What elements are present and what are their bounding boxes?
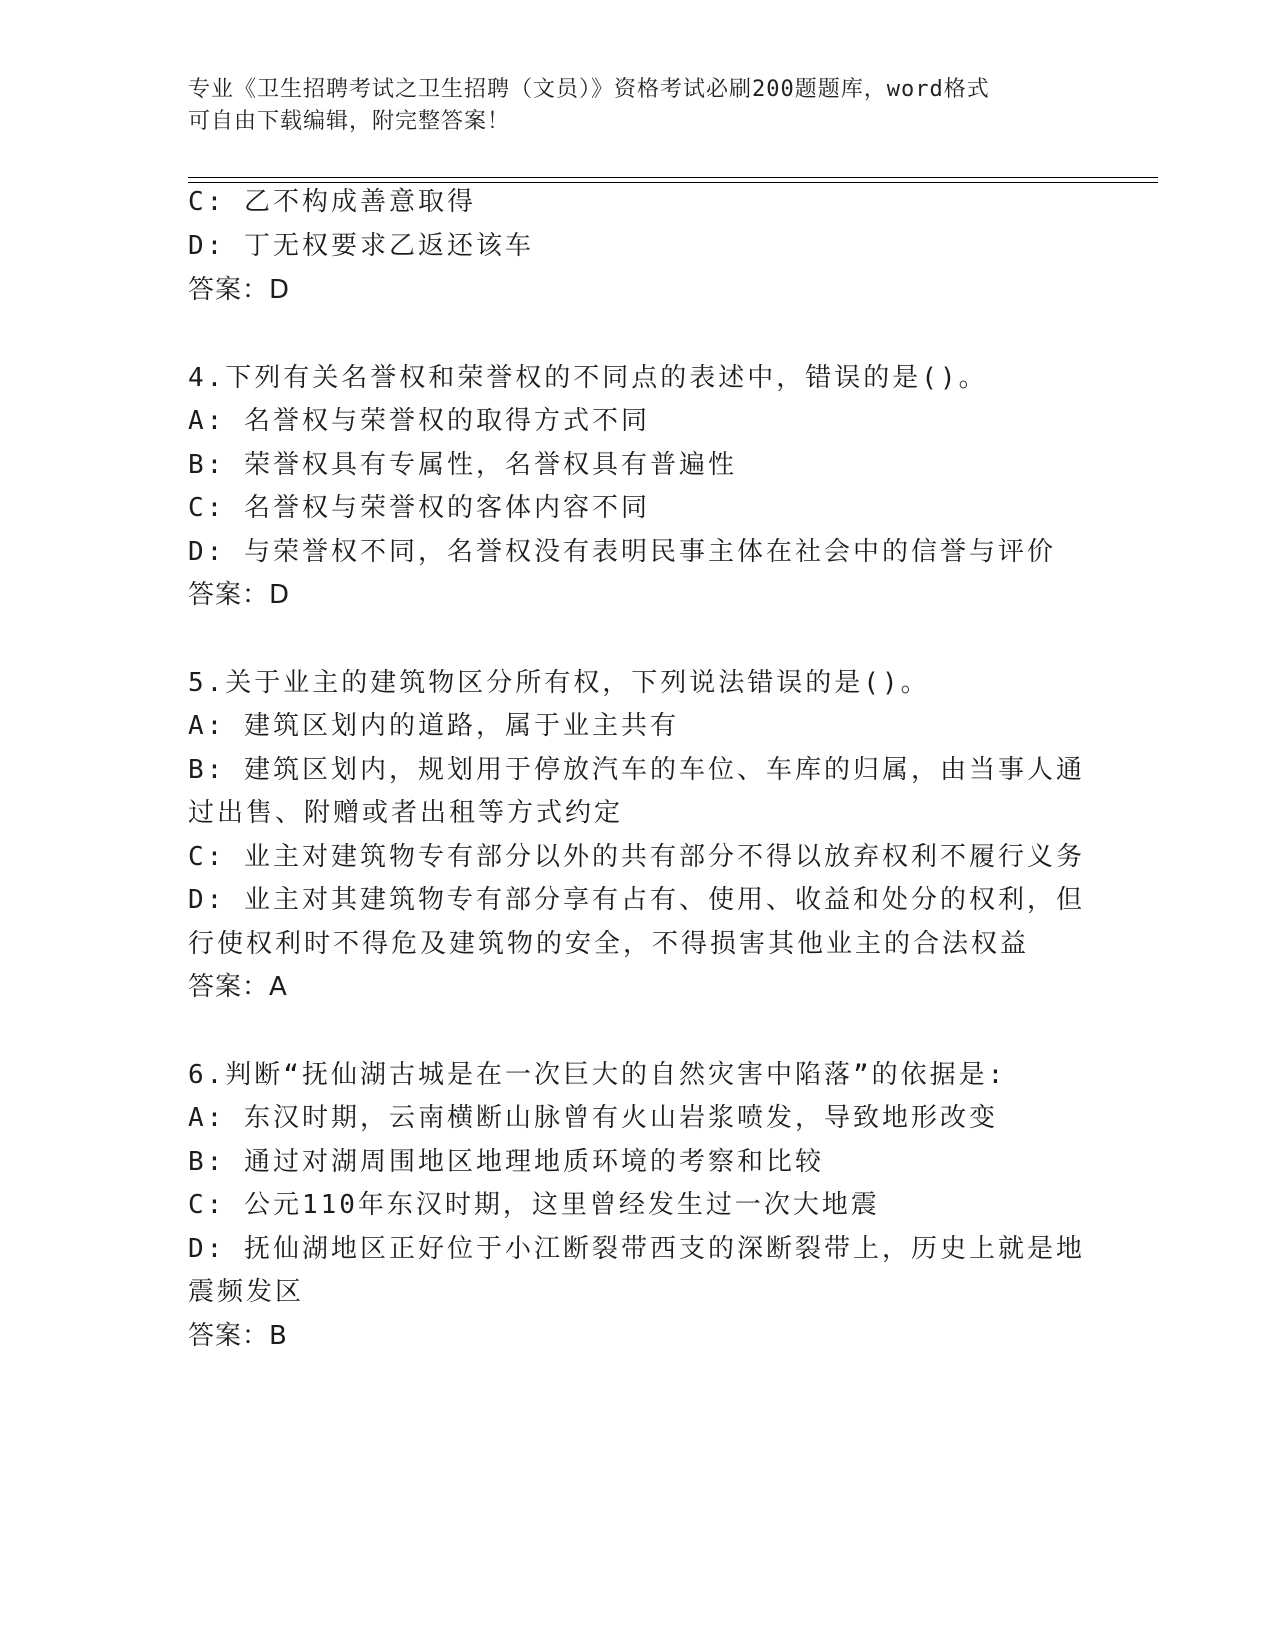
q5-option-b-line-1: B: 建筑区划内，规划用于停放汽车的车位、车库的归属，由当事人通 — [188, 755, 1085, 785]
q6-answer: 答案：B — [188, 1321, 288, 1351]
q6-stem: 6.判断“抚仙湖古城是在一次巨大的自然灾害中陷落”的依据是: — [188, 1060, 1007, 1090]
q6-option-c: C: 公元110年东汉时期，这里曾经发生过一次大地震 — [188, 1190, 880, 1220]
header-title-line-1: 专业《卫生招聘考试之卫生招聘（文员）》资格考试必刷200题题库，word格式 — [188, 77, 990, 102]
q5-stem: 5.关于业主的建筑物区分所有权，下列说法错误的是()。 — [188, 668, 930, 698]
q3-option-c: C: 乙不构成善意取得 — [188, 187, 476, 217]
q5-option-b-line-2: 过出售、附赠或者出租等方式约定 — [188, 798, 624, 828]
q5-option-a: A: 建筑区划内的道路，属于业主共有 — [188, 711, 679, 741]
q4-option-c: C: 名誉权与荣誉权的客体内容不同 — [188, 493, 650, 523]
q5-answer: 答案：A — [188, 972, 288, 1002]
q3-answer: 答案：D — [188, 275, 291, 305]
q4-answer: 答案：D — [188, 580, 291, 610]
q4-stem: 4.下列有关名誉权和荣誉权的不同点的表述中，错误的是()。 — [188, 363, 988, 393]
q4-option-b: B: 荣誉权具有专属性，名誉权具有普遍性 — [188, 450, 737, 480]
header-title-line-2: 可自由下载编辑，附完整答案！ — [188, 109, 511, 134]
q4-option-d: D: 与荣誉权不同，名誉权没有表明民事主体在社会中的信誉与评价 — [188, 537, 1056, 567]
q5-option-c: C: 业主对建筑物专有部分以外的共有部分不得以放弃权利不履行义务 — [188, 842, 1085, 872]
header-rule-bottom — [188, 182, 1158, 183]
q6-option-d-line-1: D: 抚仙湖地区正好位于小江断裂带西支的深断裂带上，历史上就是地 — [188, 1234, 1085, 1264]
q5-option-d-line-2: 行使权利时不得危及建筑物的安全，不得损害其他业主的合法权益 — [188, 929, 1030, 959]
q6-option-d-line-2: 震频发区 — [188, 1277, 305, 1307]
header-rule-top — [188, 177, 1158, 178]
q6-option-a: A: 东汉时期，云南横断山脉曾有火山岩浆喷发，导致地形改变 — [188, 1103, 998, 1133]
q6-option-b: B: 通过对湖周围地区地理地质环境的考察和比较 — [188, 1147, 824, 1177]
q4-option-a: A: 名誉权与荣誉权的取得方式不同 — [188, 406, 650, 436]
page-header — [188, 74, 1068, 138]
q3-option-d: D: 丁无权要求乙返还该车 — [188, 231, 534, 261]
q5-option-d-line-1: D: 业主对其建筑物专有部分享有占有、使用、收益和处分的权利，但 — [188, 885, 1085, 915]
